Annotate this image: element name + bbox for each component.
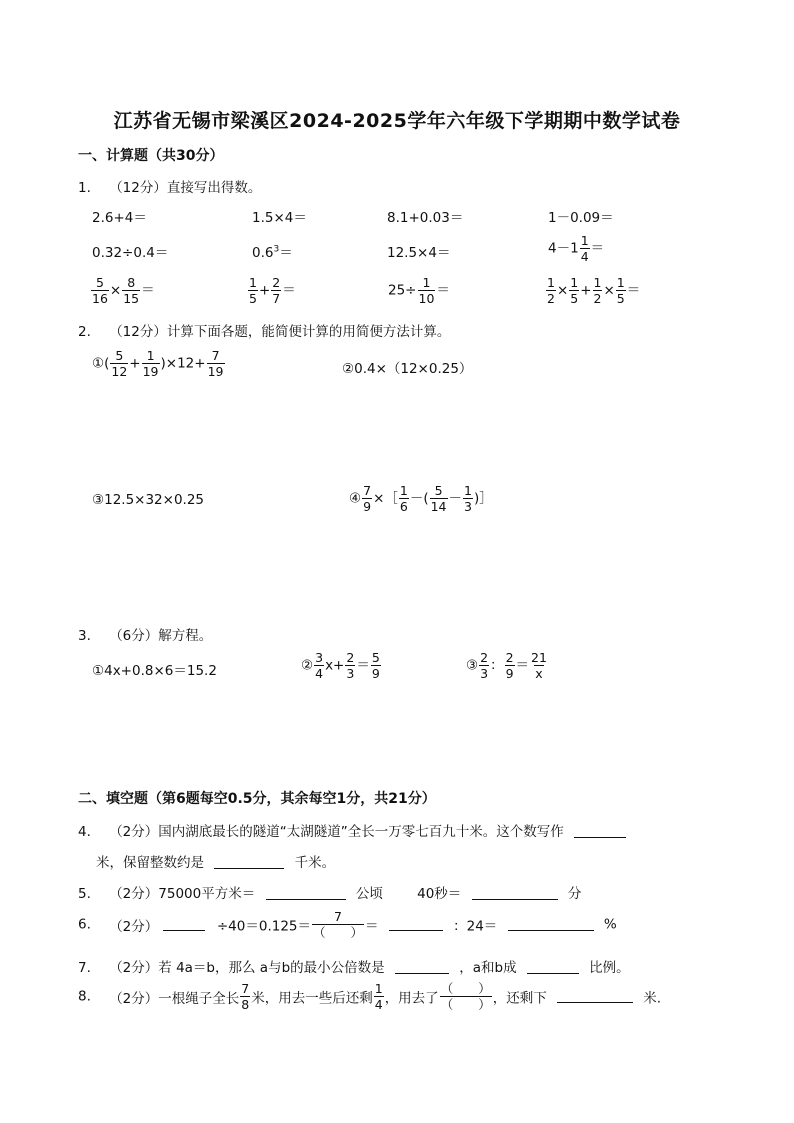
question-text: 40秒＝ (417, 886, 462, 902)
numerator: 5 (115, 348, 124, 363)
question-text: ，还剩下 (492, 990, 547, 1007)
denominator: 4 (315, 666, 324, 682)
denominator-blank[interactable]: （ ） (440, 997, 491, 1013)
denominator: 5 (570, 291, 579, 307)
q1-item-12 (545, 276, 640, 305)
question-2 (78, 320, 450, 340)
denominator-blank[interactable]: （ ） (313, 925, 364, 941)
problem-mark: ③ (466, 657, 479, 674)
fraction (345, 651, 355, 680)
numerator: 1 (399, 483, 408, 498)
numerator: 7 (241, 981, 250, 996)
q2-problem-1 (92, 349, 226, 378)
section-heading-calculation: 一、计算题（共30分） (78, 148, 224, 164)
question-1 (78, 176, 261, 196)
open-paren: ( (104, 355, 110, 372)
denominator: 19 (142, 364, 159, 380)
denominator: 12 (111, 364, 128, 380)
fraction (142, 349, 160, 378)
answer-blank[interactable] (266, 885, 346, 900)
question-text: ：24＝ (453, 918, 498, 935)
question-text: 米，保留整数约是 (96, 855, 204, 871)
variable: x+ (325, 657, 345, 674)
question-text: ÷40＝0.125＝ (216, 918, 312, 935)
unit-label: 公顷 (355, 886, 383, 902)
answer-blank[interactable] (214, 854, 284, 869)
fraction (505, 651, 515, 680)
denominator: 2 (547, 291, 555, 307)
fraction (463, 484, 473, 513)
question-number: 4. (78, 824, 91, 840)
q1-item-10 (247, 276, 296, 305)
percent-sign: % (603, 916, 617, 933)
expr-prefix: 4－1 (548, 240, 579, 257)
equals: ＝ (282, 282, 296, 299)
numerator-blank[interactable]: （ ） (440, 981, 491, 996)
close-part: )×12+ (160, 355, 206, 372)
answer-blank[interactable] (389, 916, 443, 931)
denominator: x (535, 666, 543, 682)
numerator: 2 (505, 650, 514, 665)
question-text: （12分）直接写出得数。 (109, 180, 262, 196)
fraction (616, 276, 626, 305)
numerator: 2 (346, 650, 355, 665)
fraction (399, 484, 409, 513)
question-text: 比例。 (589, 960, 630, 976)
denominator: 9 (505, 666, 514, 682)
q1-item-7: 12.5×4＝ (387, 245, 451, 261)
q1-item-5: 0.32÷0.4＝ (92, 245, 169, 261)
question-number: 8. (78, 988, 91, 1005)
operator: + (580, 282, 592, 299)
fraction (271, 276, 281, 305)
fraction (593, 276, 603, 305)
question-3 (78, 624, 212, 644)
question-4-line-2 (96, 851, 335, 871)
numerator: 5 (95, 275, 104, 290)
numerator: 1 (422, 275, 431, 290)
equals: ＝ (626, 282, 641, 299)
denominator: 3 (480, 666, 489, 682)
q1-item-6 (252, 241, 293, 261)
fraction (122, 276, 140, 305)
numerator: 7 (363, 483, 372, 498)
question-text: （2分）75000平方米＝ (109, 886, 256, 902)
fraction (110, 349, 128, 378)
q3-equation-2 (301, 651, 382, 680)
numerator: 1 (464, 483, 472, 498)
problem-mark: ④ (349, 490, 362, 507)
operator: ×［ (373, 490, 398, 507)
question-number: 2. (78, 324, 91, 340)
question-number: 7. (78, 960, 91, 976)
denominator: 3 (464, 499, 472, 515)
equals: ＝ (279, 245, 293, 261)
numerator: 5 (371, 650, 380, 665)
fraction (240, 982, 250, 1011)
denominator: 6 (399, 499, 408, 515)
numerator: 8 (127, 275, 136, 290)
section-heading-fill-blank: 二、填空题（第6题每空0.5分，其余每空1分，共21分） (78, 791, 436, 807)
denominator: 15 (123, 291, 140, 307)
numerator: 1 (146, 348, 155, 363)
question-8 (78, 982, 661, 1011)
question-text: 千米。 (294, 855, 336, 871)
denominator: 4 (374, 997, 383, 1013)
q1-item-8 (548, 234, 604, 263)
q2-problem-2: ②0.4×（12×0.25） (342, 361, 473, 377)
equals: ＝ (436, 282, 450, 299)
answer-blank[interactable] (527, 959, 579, 974)
numerator: 1 (249, 275, 257, 290)
q2-problem-4 (349, 484, 493, 513)
numerator: 1 (580, 233, 589, 248)
denominator: 14 (430, 499, 447, 515)
numerator: 1 (547, 275, 555, 290)
denominator: 10 (418, 291, 435, 307)
denominator: 5 (616, 291, 625, 307)
denominator: 19 (207, 364, 224, 380)
question-4 (78, 820, 626, 840)
power-base: 0.6 (252, 245, 274, 261)
operator: × (556, 282, 569, 299)
question-number: 1. (78, 180, 91, 196)
equals: ＝ (365, 918, 379, 935)
question-number: 5. (78, 886, 91, 902)
fraction (374, 982, 384, 1011)
fraction (362, 484, 372, 513)
numerator: 2 (480, 650, 489, 665)
expr-prefix: 25÷ (388, 282, 417, 299)
numerator: 2 (272, 275, 281, 290)
operator: × (109, 282, 122, 299)
q1-item-11 (388, 276, 450, 305)
fraction (314, 651, 324, 680)
colon: ： (490, 657, 504, 674)
answer-blank[interactable] (395, 959, 449, 974)
fraction (580, 234, 590, 263)
numerator: 21 (531, 650, 547, 665)
question-number: 3. (78, 628, 91, 644)
question-5 (78, 882, 581, 902)
denominator: 8 (241, 997, 250, 1013)
fraction-blank[interactable] (440, 982, 492, 1011)
question-text: （12分）计算下面各题，能简便计算的用简便方法计算。 (109, 324, 451, 340)
equals: ＝ (141, 282, 155, 299)
question-number: 6. (78, 916, 91, 933)
problem-mark: ① (92, 355, 105, 372)
fraction (312, 910, 364, 939)
numerator: 7 (334, 909, 342, 924)
question-6 (78, 910, 617, 939)
power-exponent: 3 (273, 244, 280, 255)
question-text: ，a和b成 (459, 960, 517, 976)
operator: × (603, 282, 615, 299)
question-7 (78, 956, 630, 976)
q1-item-9 (90, 276, 155, 305)
denominator: 5 (249, 291, 257, 307)
denominator: 16 (92, 291, 108, 307)
q1-item-1: 2.6+4＝ (92, 210, 147, 226)
problem-mark: ② (301, 657, 314, 674)
denominator: 7 (272, 291, 281, 307)
fraction (569, 276, 579, 305)
q2-problem-3: ③12.5×32×0.25 (92, 492, 205, 508)
answer-blank[interactable] (163, 916, 205, 931)
q1-item-2: 1.5×4＝ (252, 210, 307, 226)
equals: ＝ (356, 657, 370, 674)
denominator: 9 (363, 499, 372, 515)
numerator: 7 (211, 348, 220, 363)
fraction (207, 349, 225, 378)
operator: + (258, 282, 271, 299)
q1-item-4: 1－0.09＝ (548, 210, 614, 226)
unit-label: 米. (643, 990, 662, 1007)
denominator: 2 (593, 291, 602, 307)
fraction (248, 276, 258, 305)
close-part: )］ (473, 490, 493, 507)
question-text: （2分）若 4a＝b，那么 a与b的最小公倍数是 (109, 960, 385, 976)
equals: ＝ (515, 657, 530, 674)
unit-label: 分 (567, 886, 582, 902)
operator: － (448, 490, 463, 507)
operator: + (129, 355, 141, 372)
fraction (430, 484, 448, 513)
answer-blank[interactable] (557, 988, 633, 1003)
equals: ＝ (590, 240, 605, 257)
numerator: 1 (374, 981, 383, 996)
fraction (91, 276, 109, 305)
operator: －( (409, 490, 429, 507)
numerator: 5 (434, 483, 443, 498)
answer-blank[interactable] (574, 823, 626, 838)
numerator: 3 (315, 650, 324, 665)
answer-blank[interactable] (508, 916, 594, 931)
denominator: 9 (371, 666, 380, 682)
fraction (479, 651, 489, 680)
q3-equation-3 (466, 651, 549, 680)
fraction (530, 651, 548, 680)
question-text: ，用去了 (384, 990, 439, 1007)
question-text: 米，用去一些后还剩 (251, 990, 373, 1007)
question-text: （2分）国内湖底最长的隧道“太湖隧道”全长一万零七百九十米。这个数写作 (109, 824, 564, 840)
fraction (418, 276, 436, 305)
numerator: 1 (593, 275, 602, 290)
fraction (546, 276, 556, 305)
denominator: 4 (580, 249, 589, 265)
numerator: 1 (570, 275, 579, 290)
numerator: 1 (616, 275, 625, 290)
page-title: 江苏省无锡市梁溪区2024-2025学年六年级下学期期中数学试卷 (113, 110, 681, 132)
question-text: （2分） (109, 918, 159, 935)
question-text: （2分）一根绳子全长 (109, 990, 240, 1007)
denominator: 3 (346, 666, 355, 682)
question-text: （6分）解方程。 (109, 628, 213, 644)
q3-equation-1: ①4x+0.8×6＝15.2 (92, 663, 217, 679)
fraction (371, 651, 381, 680)
answer-blank[interactable] (472, 885, 558, 900)
q1-item-3: 8.1+0.03＝ (387, 210, 464, 226)
